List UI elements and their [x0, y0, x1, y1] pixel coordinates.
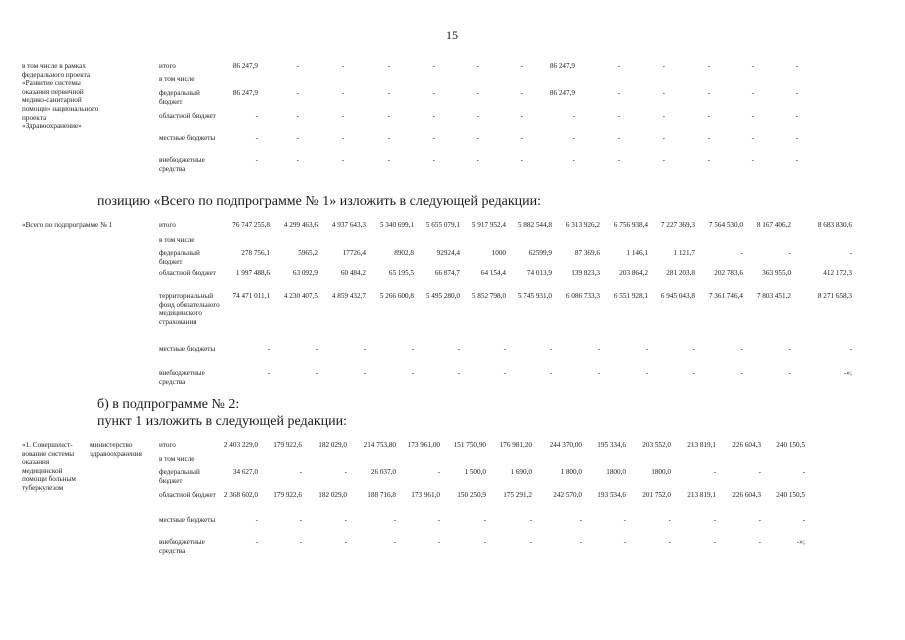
table-cell: -	[758, 516, 761, 524]
table-cell: -	[849, 345, 852, 353]
table-cell: -	[341, 89, 344, 97]
table-cell: 1 800,0	[560, 468, 582, 476]
table-cell: 7 803 451,2	[756, 292, 791, 300]
program-label: «1. Совершенст-вование системы оказания медицинской помощи больным туберкулезом	[22, 441, 76, 492]
table-cell: -	[432, 134, 435, 142]
table-cell: -	[617, 156, 620, 164]
table-cell: 5 340 699,1	[379, 221, 414, 229]
table-cell: -	[437, 516, 440, 524]
table-cell: -	[476, 156, 479, 164]
table-cell: -	[617, 89, 620, 97]
table-cell: 5965,2	[298, 249, 318, 257]
table-cell: -	[315, 369, 318, 377]
table-cell: -	[795, 62, 798, 70]
table-cell: -	[503, 345, 506, 353]
table-cell: -	[457, 369, 460, 377]
table-cell: -	[662, 156, 665, 164]
row-label: областной бюджет	[159, 112, 216, 120]
table-cell: -	[299, 468, 302, 476]
table-cell: 214 753,80	[363, 441, 396, 449]
table-cell: -	[299, 538, 302, 546]
table-cell: -	[432, 62, 435, 70]
table-cell: 60 484,2	[340, 269, 366, 277]
table-cell: -	[457, 345, 460, 353]
table-cell: -	[344, 516, 347, 524]
table-cell: -	[483, 538, 486, 546]
table-cell: -	[572, 134, 575, 142]
table-cell: -	[788, 249, 791, 257]
table-cell: -	[363, 369, 366, 377]
table-cell: 175 291,2	[503, 491, 532, 499]
table-cell: 412 172,3	[823, 269, 852, 277]
table-cell: -	[707, 62, 710, 70]
table-cell: 87 369,6	[574, 249, 600, 257]
table-cell: -	[623, 538, 626, 546]
row-label: внебюджетные средства	[159, 156, 205, 173]
table-cell: -	[740, 369, 743, 377]
table-cell: -	[795, 89, 798, 97]
table-cell: 5 745 931,0	[517, 292, 552, 300]
row-label: областной бюджет	[159, 491, 216, 499]
table-cell: 1000	[491, 249, 506, 257]
table-cell: 86 247,9	[232, 62, 258, 70]
table-cell: 1 121,7	[673, 249, 695, 257]
table-cell: 240 150,5	[776, 491, 805, 499]
row-label: итого	[159, 441, 176, 449]
table-cell: -	[267, 369, 270, 377]
table-cell: -	[432, 112, 435, 120]
row-label: федеральный бюджет	[159, 89, 200, 106]
table-cell: -	[341, 134, 344, 142]
row-label: итого	[159, 62, 176, 70]
table-cell: 188 716,8	[367, 491, 396, 499]
table-cell: -	[363, 345, 366, 353]
table-cell: -	[713, 468, 716, 476]
table-cell: 6 086 733,3	[565, 292, 600, 300]
table-cell: -	[579, 538, 582, 546]
table-cell: -	[437, 468, 440, 476]
table-cell: -	[344, 538, 347, 546]
heading-subprogram-1: позицию «Всего по подпрограмме № 1» изложить в следующей редакции:	[97, 194, 542, 209]
table-cell: -	[662, 134, 665, 142]
table-cell: -	[572, 112, 575, 120]
table-cell: -	[579, 516, 582, 524]
table-cell: 7 227 369,3	[660, 221, 695, 229]
table-cell: -	[662, 62, 665, 70]
row-label: итого	[159, 221, 176, 229]
table-cell: 182 029,0	[318, 441, 347, 449]
heading-subprogram-2: б) в подпрограмме № 2:	[97, 397, 240, 412]
table-cell: -	[692, 345, 695, 353]
table-cell: -	[520, 134, 523, 142]
table-cell: -	[758, 468, 761, 476]
table-cell: -	[520, 156, 523, 164]
heading-item-1: пункт 1 изложить в следующей редакции:	[97, 414, 347, 429]
table-cell: -	[476, 134, 479, 142]
table-cell: -	[296, 62, 299, 70]
table-cell: 150 250,9	[457, 491, 486, 499]
table-cell: -	[299, 516, 302, 524]
table-cell: 65 195,5	[388, 269, 414, 277]
table-cell: 8 271 658,3	[817, 292, 852, 300]
table-cell: 6 945 043,8	[660, 292, 695, 300]
table-cell: 62599,9	[528, 249, 552, 257]
table-cell: -	[315, 345, 318, 353]
table-cell: -	[645, 369, 648, 377]
table-cell: -	[597, 345, 600, 353]
row-label: местные бюджеты	[159, 134, 216, 142]
table-cell: 4 299 463,6	[283, 221, 318, 229]
table-cell: -	[387, 112, 390, 120]
table-cell: 86 247,9	[549, 62, 575, 70]
table-cell: -	[520, 112, 523, 120]
table-cell: 74 471 011,1	[232, 292, 270, 300]
table-cell: -	[707, 156, 710, 164]
table-cell: -	[387, 89, 390, 97]
table-cell: -	[758, 538, 761, 546]
table-cell: 139 823,3	[571, 269, 600, 277]
table-cell: -	[788, 345, 791, 353]
table-cell: -	[617, 112, 620, 120]
table-cell: 1 997 488,6	[235, 269, 270, 277]
table-cell: -	[662, 112, 665, 120]
row-label: внебюджетные средства	[159, 538, 205, 555]
program-label: «Всего по подпрограмме № 1	[22, 221, 113, 229]
table-cell: 203 552,0	[642, 441, 671, 449]
table-cell: -	[623, 516, 626, 524]
table-cell: 226 604,3	[732, 491, 761, 499]
table-cell: 66 874,7	[434, 269, 460, 277]
table-cell: -	[483, 516, 486, 524]
table-cell: 6 551 928,1	[613, 292, 648, 300]
row-label: федеральный бюджет	[159, 249, 200, 266]
table-cell: -	[296, 112, 299, 120]
table-cell: -	[802, 516, 805, 524]
row-label: в том числе	[159, 236, 195, 244]
table-cell: 173 961,00	[407, 441, 440, 449]
table-cell: -	[393, 516, 396, 524]
table-cell: 4 859 432,7	[331, 292, 366, 300]
table-cell: 2 368 602,0	[223, 491, 258, 499]
table-cell: 1800,0	[606, 468, 626, 476]
table-cell: 1800,0	[651, 468, 671, 476]
table-cell: 76 747 255,8	[232, 221, 270, 229]
table-cell: -	[668, 538, 671, 546]
table-cell: 8 683 830,6	[817, 221, 852, 229]
table-cell: 242 570,0	[553, 491, 582, 499]
row-label: федеральный бюджет	[159, 468, 200, 485]
row-label: в том числе	[159, 75, 195, 83]
table-cell: -	[529, 538, 532, 546]
table-cell: -	[503, 369, 506, 377]
table-cell: 173 961,0	[411, 491, 440, 499]
table-cell: -	[387, 62, 390, 70]
table-cell: -	[740, 249, 743, 257]
table-cell: -	[740, 345, 743, 353]
table-cell: 6 756 938,4	[613, 221, 648, 229]
table-cell: -	[692, 369, 695, 377]
table-cell: 213 819,1	[687, 491, 716, 499]
table-cell: -	[795, 156, 798, 164]
table-cell: 86 247,9	[549, 89, 575, 97]
table-cell: 5 917 952,4	[471, 221, 506, 229]
table-cell: -	[255, 112, 258, 120]
table-cell: 5 495 280,0	[425, 292, 460, 300]
table-cell: 92924,4	[436, 249, 460, 257]
table-cell: 63 092,9	[292, 269, 318, 277]
table-cell: -	[597, 369, 600, 377]
table-cell: 4 230 407,5	[283, 292, 318, 300]
row-label: в том числе	[159, 455, 195, 463]
table-cell: -	[296, 156, 299, 164]
table-cell: -	[751, 89, 754, 97]
table-cell: 5 655 079,1	[425, 221, 460, 229]
row-label: внебюджетные средства	[159, 369, 205, 386]
table-cell: 5 852 798,0	[471, 292, 506, 300]
table-cell: 8 167 406,2	[756, 221, 791, 229]
table-cell: 240 150,5	[776, 441, 805, 449]
table-cell: -	[668, 516, 671, 524]
table-cell: -	[662, 89, 665, 97]
table-cell: -	[849, 249, 852, 257]
table-cell: -»;	[797, 538, 805, 546]
table-cell: 179 922,6	[273, 441, 302, 449]
table-cell: -	[713, 538, 716, 546]
table-cell: -	[707, 112, 710, 120]
table-cell: -	[529, 516, 532, 524]
table-cell: -	[341, 156, 344, 164]
table-cell: -	[713, 516, 716, 524]
table-cell: 2 403 229,0	[223, 441, 258, 449]
table-cell: 1 690,0	[510, 468, 532, 476]
table-cell: 6 313 926,2	[565, 221, 600, 229]
table-cell: -»;	[844, 369, 852, 377]
table-cell: 4 937 643,3	[331, 221, 366, 229]
table-cell: -	[795, 112, 798, 120]
table-cell: 17726,4	[342, 249, 366, 257]
table-cell: -	[296, 89, 299, 97]
table-cell: -	[549, 369, 552, 377]
table-cell: -	[267, 345, 270, 353]
table-cell: -	[255, 134, 258, 142]
table-cell: -	[802, 468, 805, 476]
row-label: местные бюджеты	[159, 516, 216, 524]
table-cell: -	[476, 89, 479, 97]
table-cell: 278 756,1	[241, 249, 270, 257]
table-cell: -	[520, 62, 523, 70]
table-cell: -	[411, 345, 414, 353]
table-cell: 5 882 544,8	[517, 221, 552, 229]
table-cell: -	[432, 156, 435, 164]
table-cell: -	[393, 538, 396, 546]
table-cell: -	[341, 112, 344, 120]
table-cell: -	[751, 134, 754, 142]
table-cell: -	[617, 134, 620, 142]
table-cell: -	[549, 345, 552, 353]
table-cell: -	[572, 156, 575, 164]
row-label: территориальный фонд обязательного медицинского страхования	[159, 292, 220, 326]
table-cell: 202 783,6	[714, 269, 743, 277]
table-cell: 7 564 530,0	[708, 221, 743, 229]
table-cell: -	[387, 134, 390, 142]
table-cell: 64 154,4	[480, 269, 506, 277]
table-cell: 5 266 600,8	[379, 292, 414, 300]
table-cell: 86 247,9	[232, 89, 258, 97]
table-cell: -	[341, 62, 344, 70]
table-cell: 179 922,6	[273, 491, 302, 499]
table-cell: -	[255, 156, 258, 164]
table-cell: -	[387, 156, 390, 164]
table-cell: 34 627,0	[232, 468, 258, 476]
table-cell: 193 534,6	[597, 491, 626, 499]
table-cell: 8902,8	[394, 249, 414, 257]
table-cell: 226 604,3	[732, 441, 761, 449]
row-label: местные бюджеты	[159, 345, 216, 353]
table-cell: 26 037,0	[370, 468, 396, 476]
table-cell: 213 819,1	[687, 441, 716, 449]
program-label: в том числе в рамках федерального проекта «Развитие системы оказания первичной медико-санитарной помощи» национального проекта «Здравоохранение»	[22, 62, 99, 131]
table-cell: -	[255, 516, 258, 524]
table-cell: -	[520, 89, 523, 97]
table-cell: 176 981,20	[499, 441, 532, 449]
table-cell: -	[476, 62, 479, 70]
table-cell: 7 361 746,4	[708, 292, 743, 300]
page-number: 15	[446, 28, 458, 42]
executor-label: министерство здравоохранения	[90, 441, 142, 458]
table-cell: 195 334,6	[597, 441, 626, 449]
table-cell: -	[296, 134, 299, 142]
table-cell: 1 146,1	[626, 249, 648, 257]
table-cell: -	[707, 134, 710, 142]
table-cell: -	[255, 538, 258, 546]
table-cell: -	[751, 156, 754, 164]
table-cell: -	[751, 112, 754, 120]
table-cell: -	[617, 62, 620, 70]
table-cell: -	[707, 89, 710, 97]
table-cell: 363 955,0	[762, 269, 791, 277]
table-cell: 281 203,8	[666, 269, 695, 277]
table-cell: -	[432, 89, 435, 97]
row-label: областной бюджет	[159, 269, 216, 277]
table-cell: -	[645, 345, 648, 353]
table-cell: 244 370,00	[549, 441, 582, 449]
table-cell: -	[411, 369, 414, 377]
table-cell: -	[751, 62, 754, 70]
table-cell: 201 752,0	[642, 491, 671, 499]
table-cell: -	[788, 369, 791, 377]
table-cell: 182 029,0	[318, 491, 347, 499]
table-cell: -	[344, 468, 347, 476]
table-cell: -	[437, 538, 440, 546]
table-cell: 203 864,2	[619, 269, 648, 277]
table-cell: -	[795, 134, 798, 142]
table-cell: 1 500,0	[464, 468, 486, 476]
table-cell: -	[476, 112, 479, 120]
table-cell: 151 750,90	[453, 441, 486, 449]
table-cell: 74 013,9	[526, 269, 552, 277]
